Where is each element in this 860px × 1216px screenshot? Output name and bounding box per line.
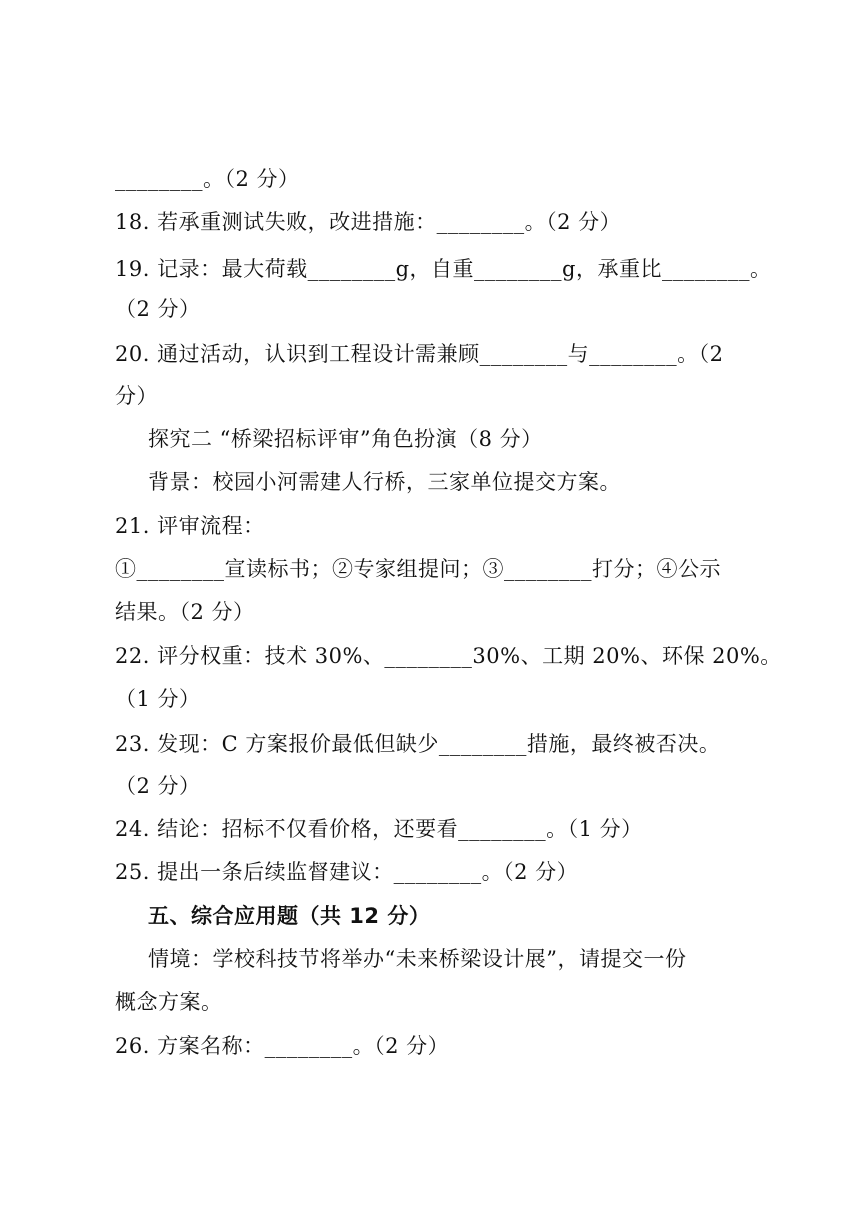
q25: 25. 提出一条后续监督建议：________。（2 分） (115, 860, 579, 884)
q22: 22. 评分权重：技术 30%、________30%、工期 20%、环保 20%。 (115, 644, 782, 668)
q23-score: （2 分） (115, 774, 201, 798)
scenario-text: 情境：学校科技节将举办“未来桥梁设计展”，请提交一份 (148, 947, 687, 971)
q20: 20. 通过活动，认识到工程设计需兼顾________与________。（2 (115, 342, 724, 366)
background-text: 背景：校园小河需建人行桥，三家单位提交方案。 (148, 470, 621, 494)
q20-score: 分） (115, 384, 158, 408)
q21-score: 结果。（2 分） (115, 600, 255, 624)
inquiry-two-heading: 探究二 “桥梁招标评审”角色扮演（8 分） (148, 427, 543, 451)
section-five-heading: 五、综合应用题（共 12 分） (148, 904, 431, 928)
q21-steps: ①________宣读标书；②专家组提问；③________打分；④公示 (115, 557, 721, 581)
q19: 19. 记录：最大荷载________g，自重________g，承重比________。 (115, 257, 772, 281)
q26: 26. 方案名称：________。（2 分） (115, 1034, 450, 1058)
q21: 21. 评审流程： (115, 514, 265, 538)
q17-continuation: ________。（2 分） (115, 167, 300, 191)
q18: 18. 若承重测试失败，改进措施：________。（2 分） (115, 210, 622, 234)
q23: 23. 发现：C 方案报价最低但缺少________措施，最终被否决。 (115, 732, 721, 756)
q22-score: （1 分） (115, 687, 201, 711)
q19-score: （2 分） (115, 297, 201, 321)
scenario-text-cont: 概念方案。 (115, 990, 223, 1014)
q24: 24. 结论：招标不仅看价格，还要看________。（1 分） (115, 817, 643, 841)
